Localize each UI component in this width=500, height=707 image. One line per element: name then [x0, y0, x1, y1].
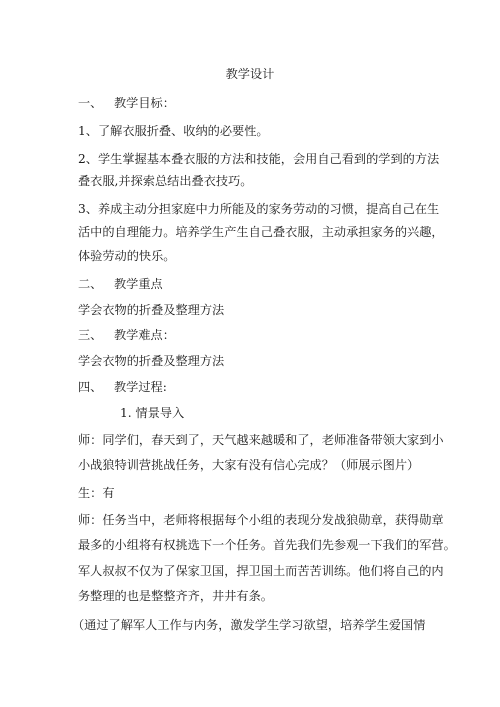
document-title: 教学设计: [225, 67, 275, 81]
section-title: 教学难点：: [114, 328, 175, 342]
paragraph-line: 2、学生掌握基本叠衣服的方法和技能，会用自己看到的学到的方法: [78, 152, 440, 166]
paragraph-line: 生：有: [78, 486, 115, 500]
section-number: 一、: [78, 96, 103, 110]
paragraph-line: 叠衣服,并探索总结出叠衣技巧。: [78, 174, 253, 188]
paragraph-line: 体验劳动的快乐。: [78, 249, 176, 263]
section-title: 教学过程:: [114, 380, 167, 394]
section-heading-4: [78, 379, 167, 395]
section-heading-1: [78, 95, 175, 111]
paragraph-line: 务整理的也是整整齐齐，井井有条。: [78, 589, 273, 603]
section-title: 教学重点: [114, 277, 163, 291]
section-number: 四、: [78, 380, 103, 394]
section-number: 二、: [78, 277, 103, 291]
paragraph-line: 最多的小组将有权挑选下一个任务。首先我们先参观一下我们的军营。: [78, 538, 456, 552]
paragraph-line: 师：任务当中，老师将根据每个小组的表现分发战狼勋章，获得勋章: [78, 513, 444, 527]
paragraph-line: 学会衣物的折叠及整理方法: [78, 354, 225, 368]
section-heading-3: [78, 327, 175, 343]
paragraph-line: 学会衣物的折叠及整理方法: [78, 303, 225, 317]
subsection-heading: 1. 情景导入: [120, 406, 185, 420]
section-number: 三、: [78, 328, 103, 342]
paragraph-line: 小战狼特训营挑战任务，大家有没有信心完成？（师展示图片）: [78, 458, 420, 472]
paragraph-line: 1、了解衣服折叠、收纳的必要性。: [78, 124, 269, 138]
paragraph-line: （通过了解军人工作与内务，激发学生学习欲望，培养学生爱国情: [72, 618, 426, 632]
paragraph-line: 师：同学们，春天到了，天气越来越暖和了，老师准备带领大家到小: [78, 433, 444, 447]
section-heading-2: [78, 276, 163, 292]
section-title: 教学目标：: [114, 96, 175, 110]
paragraph-line: 3、养成主动分担家庭中力所能及的家务劳动的习惯，提高自己在生: [78, 202, 440, 216]
paragraph-line: 活中的自理能力。培养学生产生自己叠衣服，主动承担家务的兴趣，: [78, 225, 444, 239]
paragraph-line: 军人叔叔不仅为了保家卫国，捍卫国土而苦苦训练。他们将自己的内: [78, 564, 444, 578]
